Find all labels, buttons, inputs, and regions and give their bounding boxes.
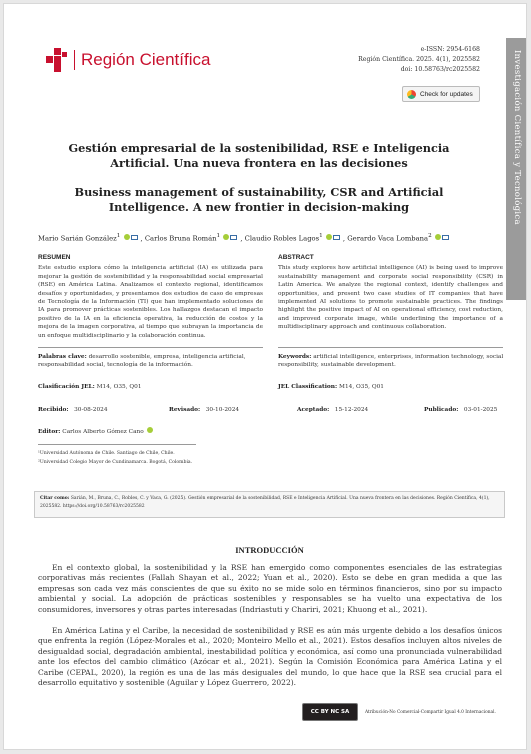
author-affil-mark: 1 <box>116 233 121 239</box>
jel-label: JEL Classification: <box>278 384 338 390</box>
orcid-icon[interactable] <box>223 234 229 240</box>
accepted-label: Aceptado: <box>297 407 330 413</box>
journal-meta <box>358 45 480 75</box>
author-name[interactable]: Gerardo Vaca Lombana <box>347 234 429 243</box>
keywords-label: Keywords: <box>278 354 312 360</box>
revised-date: 30-10-2024 <box>205 407 240 413</box>
affiliation-item: ¹Universidad Autónoma de Chile. Santiago de Chile, Chile. <box>38 451 175 456</box>
keywords-spanish <box>38 353 266 370</box>
title-spanish: Gestión empresarial de la sostenibilidad, RSE e Inteligencia Artificial. Una nueva frontera en las decisiones <box>68 141 450 170</box>
date-accepted <box>297 407 368 413</box>
affiliation-item: ²Universidad Colegio Mayor de Cundinamarca. Bogotá, Colombia. <box>38 459 193 465</box>
body-paragraph: En América Latina y el Caribe, la necesidad de sostenibilidad y RSE es aún más urgente debido a los desafíos únicos que enfrenta la región (López-Morales et al., 2020; Monteiro Mello et al., 2021). Estos desafíos incluyen altos niveles de desigualdad social, degradación ambiental, inestabilidad política y económica, así como una pronunciada vulnerabilidad ante los efectos del cambio climático (Azócar et al., 2021). Según la Comisión Económica para América Latina y el Caribe (CEPAL, 2020), la región es una de las más desiguales del mundo, lo que hace que la RSE sea crucial para el desarrollo equitativo y sostenible (Aguilar y López Guerrero, 2022). <box>38 626 502 688</box>
abstract-english <box>278 254 503 332</box>
author-affil-mark: 1 <box>216 233 221 239</box>
creative-commons-badge-icon[interactable]: CC BY NC SA <box>302 703 358 721</box>
citation-text[interactable]: Sarián, M., Bruna, C., Robles, C. y Vaca, G. (2025). Gestión empresarial de la sostenibilidad, RSE e Inteligencia Artificial. Una nueva frontera en las decisiones. Región Científica, 4(1), 2025582. https://doi.org/10.58763/rc2025582 <box>40 496 490 509</box>
author-affil-mark: 1 <box>319 233 323 239</box>
abstract-heading: ABSTRACT <box>278 254 314 261</box>
side-band-label: Investigación Científica y Tecnológica <box>512 50 522 225</box>
body-paragraph: En el contexto global, la sostenibilidad y la RSE han emergido como componentes esenciales de las estrategias corporativas más recientes (Fallah Shayan et al., 2022; Yuan et al., 2020). Esto se debe en gran medida a que las empresas son cada vez más conscientes de que su éxito no se mide solo en términos financieros, sino por su impacto ambiental y social. La adopción de prácticas sostenibles y responsables se ha vuelto una expectativa de los consumidores, inversores y otras partes interesadas (Indriastuti y Chariri, 2021; Khuong et al., 2021). <box>38 563 502 614</box>
crossmark-icon <box>407 90 416 99</box>
journal-line: Región Científica. 2025. 4(1), 2025582 <box>358 56 480 63</box>
abstract-heading: RESUMEN <box>38 254 71 261</box>
orcid-icon[interactable] <box>124 234 130 240</box>
jel-label: Clasificación JEL: <box>38 384 95 390</box>
divider <box>38 347 263 348</box>
jel-codes: M14, O35, Q01 <box>96 384 142 390</box>
received-date: 30-08-2024 <box>74 407 108 413</box>
author-name[interactable]: Claudio Robles Lagos <box>244 234 320 243</box>
published-date: 03-01-2025 <box>463 407 498 413</box>
author-affil-mark: 2 <box>428 233 432 239</box>
citation-box <box>34 491 505 518</box>
license <box>302 703 496 721</box>
article-page <box>3 3 527 750</box>
section-heading-introduction: INTRODUCCIÓN <box>235 545 304 555</box>
journal-logo[interactable] <box>46 48 210 72</box>
email-icon[interactable] <box>131 235 138 240</box>
check-updates-label: Check for updates <box>420 90 473 98</box>
keywords-text: desarrollo sostenible, empresa, inteligencia artificial, responsabilidad social, tecnología de la información. <box>38 354 246 369</box>
orcid-icon[interactable] <box>147 427 153 433</box>
author-name[interactable]: Carlos Bruna Román <box>144 234 217 243</box>
abstract-text: This study explores how artificial intelligence (AI) is being used to improve sustainability management and corporate social responsibility (CSR) in Latin America. We analyze the regional context, identify challenges and opportunities, and present two case studies of IT companies that have implemented AI solutions to promote sustainable practices. The findings highlight the positive impact of AI on operational efficiency, cost reduction, and improved corporate image, while underlining the importance of a multidisciplinary approach and continuous collaboration. <box>278 265 503 331</box>
email-icon[interactable] <box>333 235 340 240</box>
date-received <box>38 407 108 413</box>
keywords-label: Palabras clave: <box>38 354 87 360</box>
email-icon[interactable] <box>230 235 237 240</box>
editor-line <box>38 427 154 435</box>
affiliations <box>38 450 192 467</box>
citation-label: Citar como: <box>40 496 70 501</box>
jel-spanish <box>38 383 266 391</box>
keywords-english <box>278 353 506 370</box>
license-text: Atribución-No Comercial-Compartir Igual 4.0 Internacional. <box>365 709 496 715</box>
author-name[interactable]: Mario Sarián González <box>38 234 117 243</box>
abstract-text: Este estudio explora cómo la inteligencia artificial (IA) es utilizada para mejorar la gestión de sostenibilidad y la responsabilidad social empresarial (RSE) en América Latina. Analizamos el contexto regional, identificamos desafíos y oportunidades, y presentamos dos estudios de caso de empresas de Tecnología de la Información (TI) que han implementado soluciones de IA para promover prácticas sostenibles. Los hallazgos destacan el impacto positivo de la IA en la eficiencia operativa, la reducción de costos y la mejora de la imagen corporativa, al tiempo que subrayan la importancia de un enfoque multidisciplinario y la colaboración continua. <box>38 265 263 339</box>
editor-label: Editor: <box>38 429 61 435</box>
divider <box>278 347 503 348</box>
received-label: Recibido: <box>38 407 69 413</box>
published-label: Publicado: <box>424 407 459 413</box>
date-revised <box>169 407 239 413</box>
orcid-icon[interactable] <box>326 234 332 240</box>
accepted-date: 15-12-2024 <box>334 407 369 413</box>
abstract-spanish <box>38 254 263 340</box>
brand-name: Región Científica <box>74 50 210 70</box>
keywords-text: artificial intelligence, enterprises, information technology, social responsibility, sustainable development. <box>278 354 504 369</box>
jel-codes: M14, O35, Q01 <box>339 384 384 390</box>
revised-label: Revisado: <box>169 407 201 413</box>
author-list: Mario Sarián González$^1$ , Carlos Bruna Román$^1$ , Claudio Robles Lagos$^1$ , Gerardo Vaca Lombana$^2$ <box>38 233 452 242</box>
orcid-icon[interactable] <box>435 234 441 240</box>
date-published <box>424 407 497 413</box>
editor-name[interactable]: Carlos Alberto Gómez Cano <box>62 429 144 435</box>
jel-english <box>278 383 506 391</box>
check-updates-button[interactable] <box>402 86 480 102</box>
eissn: e-ISSN: 2954-6168 <box>420 46 480 53</box>
title-english: Business management of sustainability, CSR and Artificial Intelligence. A new frontier in decision-making <box>74 185 444 214</box>
email-icon[interactable] <box>442 235 449 240</box>
footnote-divider <box>38 444 196 445</box>
logo-mark-icon <box>46 48 68 72</box>
doi[interactable]: doi: 10.58763/rc2025582 <box>400 66 480 73</box>
